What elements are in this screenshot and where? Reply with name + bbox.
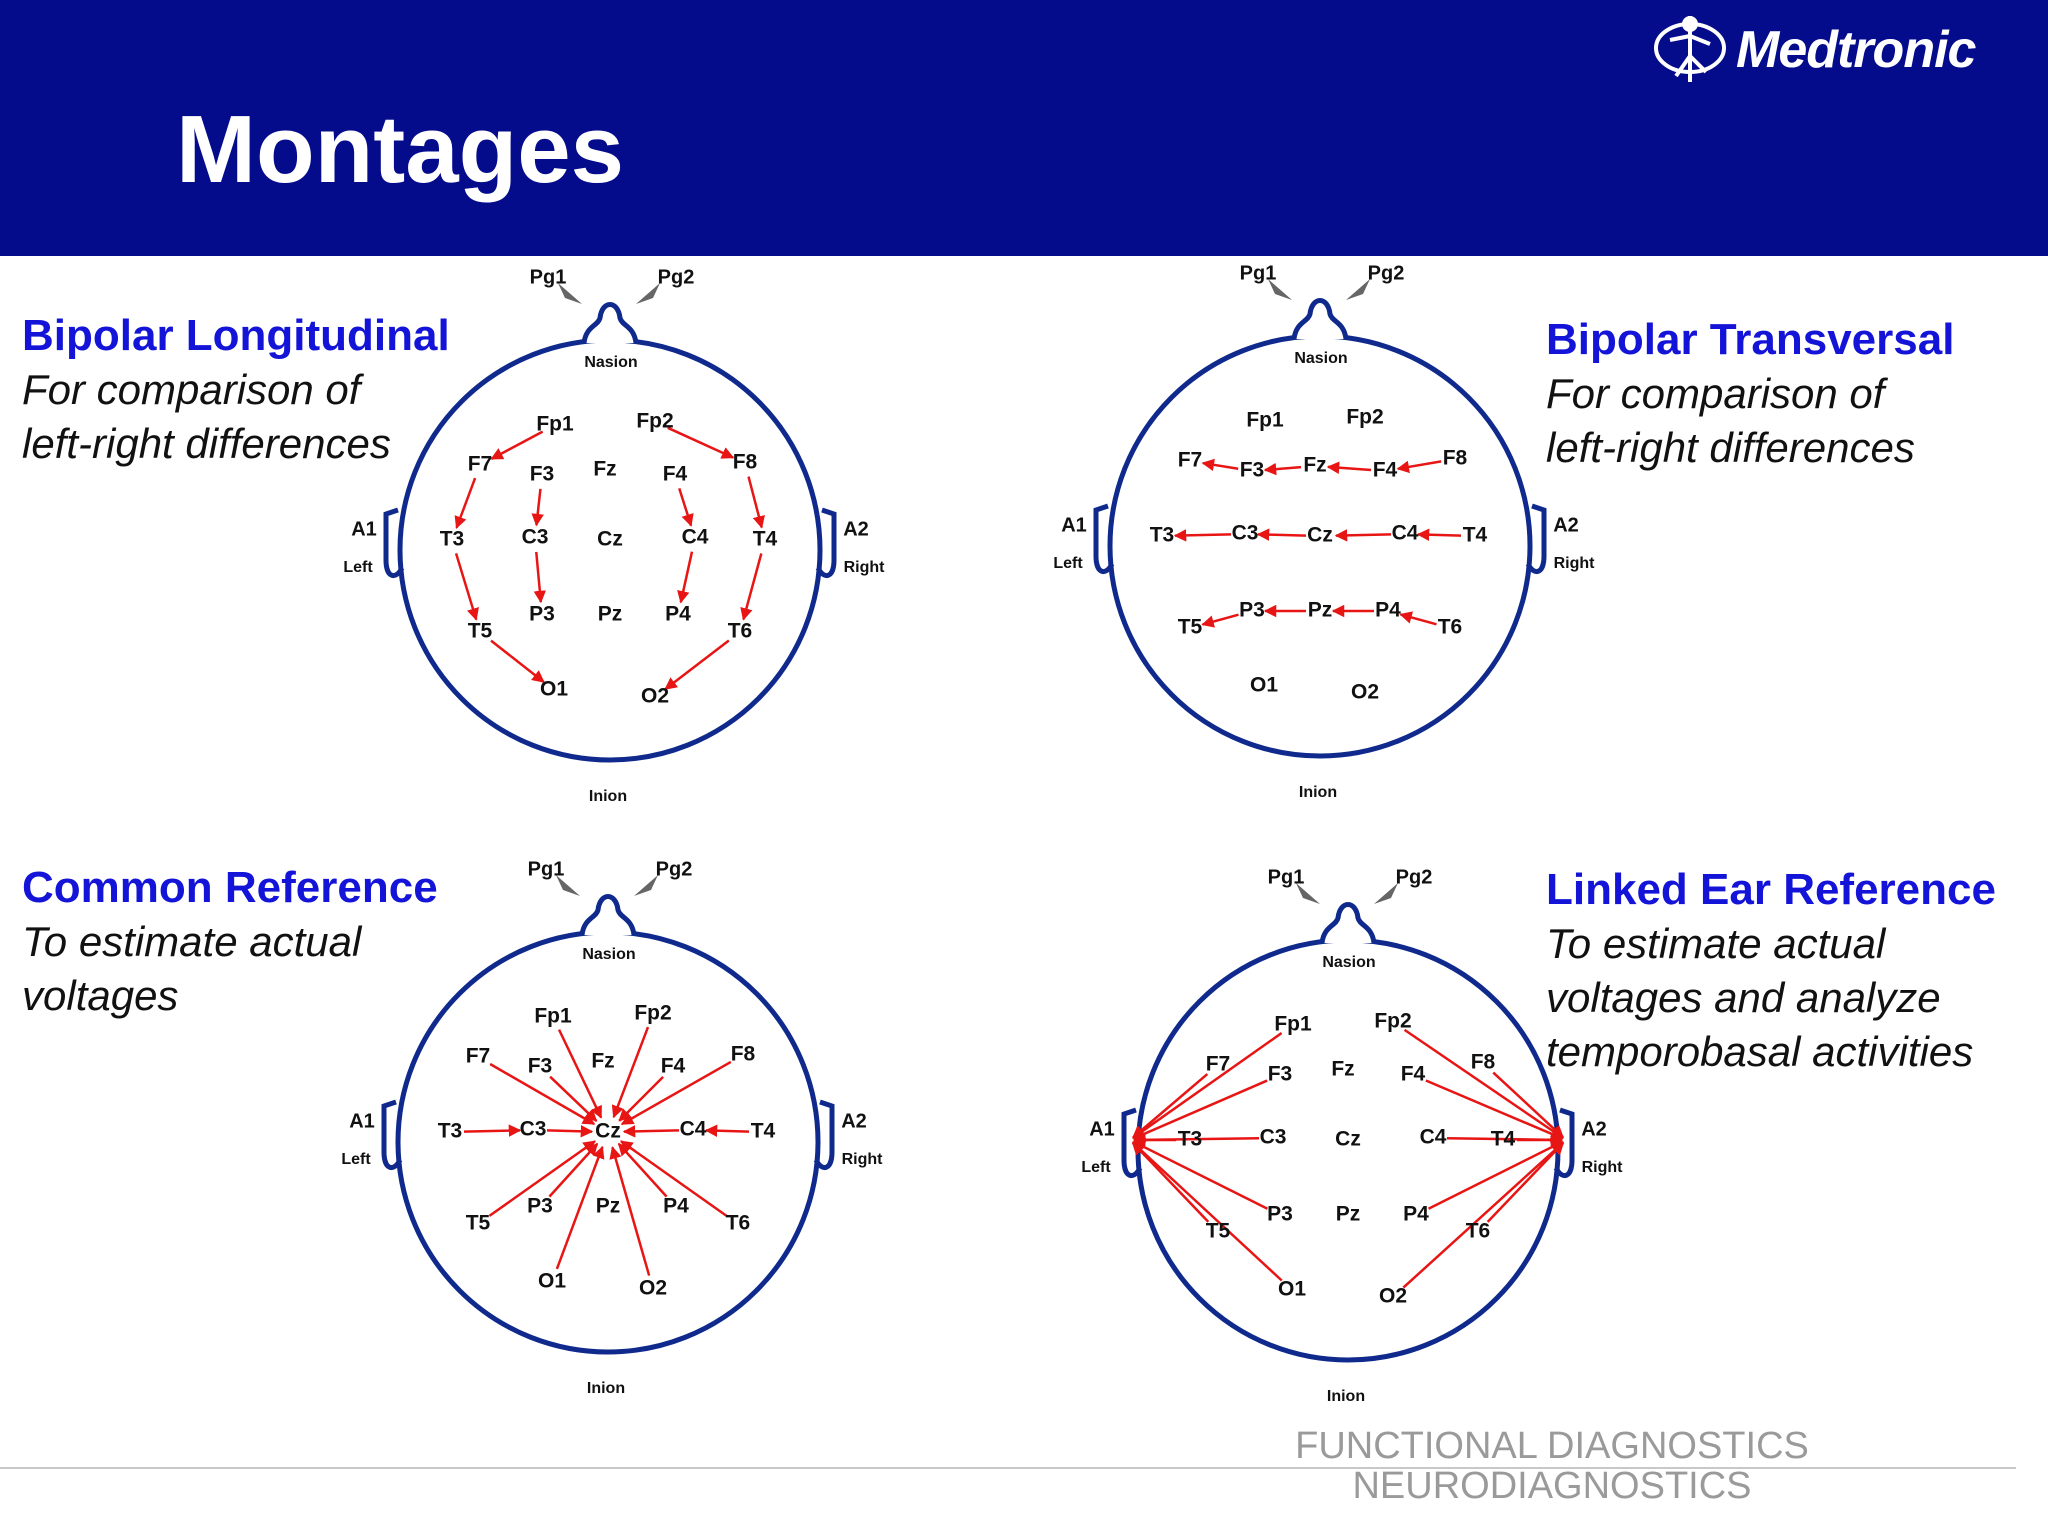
electrode-f3: F3 [1267,1062,1293,1086]
electrode-o2: O2 [640,684,670,708]
electrode-cz: Cz [597,527,623,551]
electrode-t5: T5 [1177,615,1203,639]
electrode-t5: T5 [467,619,493,643]
montage-diagram-bipolar-longitudinal [330,266,890,806]
inion-label: Inion [586,1380,626,1398]
electrode-f4: F4 [662,462,688,486]
panel-desc-line: left-right differences [22,419,391,467]
electrode-o2: O2 [1378,1284,1408,1308]
arrow-p3-to-a1 [1134,1142,1268,1209]
arrow-t3-to-c3 [464,1130,520,1131]
a2-label: A2 [1581,1118,1607,1141]
arrow-t6-to-o2 [665,641,729,690]
pg1-label: Pg1 [529,266,567,289]
electrode-t4: T4 [752,527,778,551]
electrode-fp2: Fp2 [1346,405,1384,429]
electrode-cz: Cz [1307,523,1333,547]
right-label: Right [843,559,885,577]
left-label: Left [341,1151,371,1169]
montage-svg [330,266,890,806]
electrode-fp2: Fp2 [1374,1009,1412,1033]
pg2-label: Pg2 [657,266,695,289]
left-label: Left [343,559,373,577]
a2-label: A2 [1553,514,1579,537]
montage-svg [328,858,888,1398]
arrow-f4-to-fz [1328,467,1371,470]
electrode-p4: P4 [1375,598,1401,622]
electrode-c3: C3 [521,525,549,549]
electrode-t4: T4 [1462,523,1488,547]
electrode-f3: F3 [1239,458,1265,482]
electrode-pz: Pz [597,602,623,626]
arrow-f4-to-c4 [679,488,691,525]
arrow-cz-to-c3 [1258,534,1306,535]
inion-label: Inion [1326,1388,1366,1406]
arrow-c3-to-t3 [1175,534,1231,535]
arrow-c4-to-cz [1336,534,1391,535]
arrow-fz-to-f3 [1265,467,1301,470]
nasion-label: Nasion [1294,350,1348,368]
electrode-o2: O2 [1350,680,1380,704]
electrode-fp1: Fp1 [536,412,574,436]
pg2-marker [1346,279,1370,300]
electrode-f8: F8 [730,1042,756,1066]
a2-label: A2 [843,518,869,541]
panel-desc-line: For comparison of [1546,369,1885,417]
electrode-pz: Pz [595,1194,621,1218]
electrode-c4: C4 [1391,521,1419,545]
arrow-c4-to-cz [624,1130,679,1131]
right-label: Right [841,1151,883,1169]
nose-outline [582,897,634,936]
electrode-pz: Pz [1307,598,1333,622]
arrow-t4-to-c4 [706,1130,749,1131]
pg2-label: Pg2 [1395,866,1433,889]
arrow-fp2-to-cz [614,1027,648,1117]
pg2-marker [1374,883,1398,904]
electrode-fz: Fz [593,457,617,481]
arrow-p4-to-cz [619,1144,667,1197]
electrode-p3: P3 [1239,598,1265,622]
electrode-c3: C3 [519,1117,547,1141]
electrode-c3: C3 [1259,1125,1287,1149]
pg1-label: Pg1 [527,858,565,881]
electrode-f8: F8 [1470,1050,1496,1074]
electrode-f8: F8 [1442,446,1468,470]
right-label: Right [1553,555,1595,573]
montage-diagram-linked-ear-reference [1068,866,1628,1406]
arrow-f8-to-t4 [749,477,762,528]
right-label: Right [1581,1159,1623,1177]
electrode-fp2: Fp2 [634,1001,672,1025]
arrow-fp2-to-f8 [668,428,733,458]
electrode-fp1: Fp1 [534,1004,572,1028]
electrode-t6: T6 [725,1211,751,1235]
electrode-o1: O1 [537,1269,567,1293]
electrode-p4: P4 [663,1194,689,1218]
panel-desc-line: To estimate actual [1546,919,1886,967]
footer-line-1: FUNCTIONAL DIAGNOSTICS [1295,1425,1809,1467]
panel-title: Bipolar Longitudinal [22,311,450,360]
electrode-o1: O1 [1249,673,1279,697]
electrode-c3: C3 [1231,521,1259,545]
electrode-f4: F4 [660,1054,686,1078]
left-label: Left [1053,555,1083,573]
footer [1202,1426,1902,1506]
pg2-label: Pg2 [655,858,693,881]
panel-desc-line: To estimate actual [22,917,362,965]
footer-line-2: NEURODIAGNOSTICS [1352,1465,1752,1507]
electrode-t5: T5 [465,1211,491,1235]
electrode-c4: C4 [681,525,709,549]
pg2-marker [636,283,660,304]
electrode-o1: O1 [1277,1277,1307,1301]
electrode-f8: F8 [732,450,758,474]
arrow-f3-to-cz [550,1077,596,1121]
electrode-t6: T6 [1465,1219,1491,1243]
arrow-p3-to-t5 [1203,615,1239,625]
a1-label: A1 [1061,514,1087,537]
logo [1652,10,1975,90]
arrow-fp2-to-a2 [1405,1030,1563,1138]
arrow-f3-to-f7 [1203,463,1238,469]
electrode-fz: Fz [591,1049,615,1073]
electrode-t5: T5 [1205,1219,1231,1243]
electrode-fz: Fz [1331,1057,1355,1081]
montage-svg [1068,866,1628,1406]
left-label: Left [1081,1159,1111,1177]
electrode-p3: P3 [529,602,555,626]
panel-desc-line: voltages [22,971,179,1019]
electrode-cz: Cz [1335,1127,1361,1151]
pg1-label: Pg1 [1239,262,1277,285]
electrode-t3: T3 [1149,523,1175,547]
montage-svg [1040,262,1600,802]
slide-title: Montages [176,96,625,203]
panel-desc-line: voltages and analyze [1546,973,1941,1021]
arrow-t4-to-t6 [743,554,761,620]
electrode-f7: F7 [465,1044,491,1068]
electrode-t3: T3 [1177,1127,1203,1151]
panel-desc-line: For comparison of [22,365,361,413]
electrode-fp1: Fp1 [1274,1012,1312,1036]
montage-diagram-bipolar-transversal [1040,262,1600,802]
electrode-f7: F7 [467,452,493,476]
nasion-label: Nasion [584,354,638,372]
nasion-label: Nasion [1322,954,1376,972]
arrow-c4-to-p4 [681,552,692,603]
nose-outline [1294,301,1346,340]
panel-desc-line: left-right differences [1546,423,1915,471]
electrode-p4: P4 [665,602,691,626]
electrode-o2: O2 [638,1276,668,1300]
electrode-c4: C4 [1419,1125,1447,1149]
inion-label: Inion [588,788,628,806]
electrode-t6: T6 [1437,615,1463,639]
arrow-f3-to-c3 [536,489,540,525]
arrow-t4-to-c4 [1418,534,1461,535]
nasion-label: Nasion [582,946,636,964]
inion-label: Inion [1298,784,1338,802]
electrode-t3: T3 [437,1119,463,1143]
electrode-o1: O1 [539,677,569,701]
arrow-fp1-to-f7 [491,432,542,459]
arrow-c3-to-cz [547,1130,592,1131]
electrode-f4: F4 [1400,1062,1426,1086]
a2-label: A2 [841,1110,867,1133]
panel-bipolar-transversal-text [1546,314,1954,475]
panel-title: Bipolar Transversal [1546,315,1955,364]
pg2-label: Pg2 [1367,262,1405,285]
electrode-fz: Fz [1303,453,1327,477]
electrode-t4: T4 [750,1119,776,1143]
arrow-p3-to-cz [549,1144,597,1197]
arrow-o1-to-a1 [1133,1143,1282,1281]
arrow-t5-to-o1 [491,641,544,682]
electrode-f3: F3 [527,1054,553,1078]
arrow-t6-to-p4 [1401,614,1437,624]
electrode-fp1: Fp1 [1246,408,1284,432]
electrode-pz: Pz [1335,1202,1361,1226]
arrow-t6-to-a2 [1488,1143,1564,1222]
electrode-f3: F3 [529,462,555,486]
electrode-t6: T6 [727,619,753,643]
electrode-p3: P3 [1267,1202,1293,1226]
panel-title: Linked Ear Reference [1546,865,1996,914]
electrode-t3: T3 [439,527,465,551]
electrode-f4: F4 [1372,458,1398,482]
logo-text: Medtronic [1736,21,1976,79]
montage-diagram-common-reference [328,858,888,1398]
electrode-t4: T4 [1490,1127,1516,1151]
pg2-marker [634,875,658,896]
panel-desc-line: temporobasal activities [1546,1027,1974,1075]
electrode-f7: F7 [1177,448,1203,472]
electrode-p3: P3 [527,1194,553,1218]
pg1-label: Pg1 [1267,866,1305,889]
arrow-p4-to-a2 [1429,1142,1563,1209]
a1-label: A1 [351,518,377,541]
electrode-c4: C4 [679,1117,707,1141]
panel-title: Common Reference [22,863,438,912]
electrode-p4: P4 [1403,1202,1429,1226]
arrow-t3-to-t5 [456,553,476,619]
electrode-fp2: Fp2 [636,409,674,433]
nose-outline [584,305,636,344]
arrow-f8-to-f4 [1398,461,1441,468]
arrow-c3-to-p3 [536,552,541,602]
electrode-f7: F7 [1205,1052,1231,1076]
arrow-fp1-to-a1 [1133,1033,1281,1138]
a1-label: A1 [1089,1118,1115,1141]
arrow-f7-to-t3 [457,478,476,528]
a1-label: A1 [349,1110,375,1133]
medtronic-figure-icon [1652,10,1728,91]
nose-outline [1322,905,1374,944]
electrode-cz: Cz [595,1119,621,1143]
